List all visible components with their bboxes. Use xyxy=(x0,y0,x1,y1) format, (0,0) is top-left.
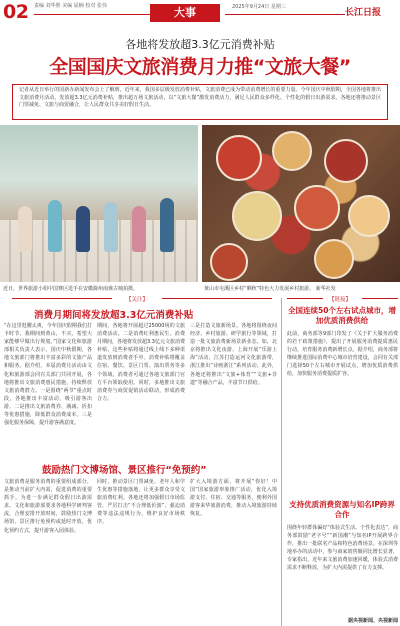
page-number: 02 xyxy=(3,1,29,23)
photo-caption-right: 黄山市屯溪区乡村“晒秋”特色大力发展乡村旅游。 新华社发 xyxy=(204,286,336,292)
lead-summary-box xyxy=(12,84,388,120)
sidebar-rule-left xyxy=(287,298,323,299)
bottom-column-2: 同时，推动景区门票减免、老年人和学生优惠等措施落地，让更多群众享受文旅消费红利。各地还将加强假日市场监管，严厉打击“不合理低价游”、强迫消费等违法违规行为，维护良好市场秩序。 xyxy=(97,479,185,526)
article-column-3: 三是打造文旅新场景。各地将围绕夜间经济、乡村旅游、研学旅行等领域，打造一批文旅消费新场景新业态。如，北京将推出文化夜游、上海开展“乐游上海”活动，江苏打造运河文化旅游带，浙江推出“诗画浙江”系列活动。此外，各地还将推出“文旅+体育”“文旅+非遗”等融合产品，丰富节日供给。 xyxy=(190,323,277,386)
newspaper-logo: 长江日报 xyxy=(345,8,382,18)
photo-basket xyxy=(294,185,340,231)
lead-summary: 记者从近日举行的国新办新闻发布会上了解到，近年来，我国多层级发放消费补贴，文旅消费已成为带动消费增长的重要力量。今年国庆中秋假期，全国各地将推出文旅消费月活动，发放超3.3亿元消费补贴，推出超万场文旅活动，以“文旅大餐”激发消费活力，满足人民群众多样化、个性化的假日出游需求。各地还将推动景区门票减免、文旅与商贸融合，让人民群众共享美好假日生活。 xyxy=(19,87,381,108)
article-column-1: “在这里逛腰太爽，今年国庆假期我们打卡时节，我期间到黄山，不买，希望大家能够早做出行规划。”国家文化和旅游部相关负责人表示，国庆中秋假期，各地文旅部门将推出丰富多彩的文旅产品和服务。据介绍，本届消费月活动由文化和旅游部会同有关部门共同开展，各地将推出文旅消费惠民措施，持续释放文旅消费潜力。一是围绕“两节”重点时段，各地推出丰富活动，吸引游客出游。二是推出文旅消费券、满减、折扣等优惠措施，降低群众消费成本。三是强化服务保障，提升游客满意度。 xyxy=(4,323,92,427)
sidebar-headline-1: 全国连续50个左右试点城市，增加优质消费供给 xyxy=(288,306,396,325)
article-rule-right xyxy=(162,298,272,299)
photo-caption-left: 近日，世界旅游小姐中国赛区选手在安徽滁州南谯古城拍摄。 xyxy=(3,286,139,292)
sidebar-text-1: 此前，商务部等9部门印发了《关于扩大服务消费的若干政策措施》，提出了开展服务消费提质惠民行动，培育服务消费新增长点。据介绍，商务部将继续推进国际消费中心城市培育建设，会同有关部门选择50个左右城市开展试点，增加优质消费供给，加快服务消费提质扩容。 xyxy=(287,331,398,378)
bottom-article-title: 鼓励热门文博场馆、景区推行“免预约” xyxy=(42,465,207,476)
photo-figure xyxy=(18,206,32,252)
photo-basket xyxy=(216,135,262,181)
photo-basket xyxy=(210,243,248,281)
sidebar-headline-2: 支持优质消费资源与知名IP跨界合作 xyxy=(289,500,395,519)
issue-date: 2025年9月24日 星期三 xyxy=(232,4,286,10)
photo-basket xyxy=(314,239,354,279)
editor-line: 责编 刘华胜 美编 屈楠 校对 张伟 xyxy=(34,3,107,9)
sidebar-text-2: 围绕年轻群体偏好“体验式生活、个性化表达”，商务部鼓励“老字号”“新国潮”与知名IP开展跨界合作，推出一批联名产品和特色消费场景。在深圳等地举办的活动中，参与商家销售额同比增长显著，专家指出，近年来文旅消费加速回暖，体验式消费需求不断释放，为扩大内需提供了有力支撑。 xyxy=(287,525,398,572)
article-title: 消费月期间将发放超3.3亿元消费补贴 xyxy=(34,310,194,321)
main-headline: 全国国庆文旅消费月力推“文旅大餐” xyxy=(49,56,351,78)
sidebar-rule-right xyxy=(362,298,398,299)
photo-basket xyxy=(232,191,282,241)
photo-figure xyxy=(76,206,90,252)
sidebar-source: 据央视新闻、央视新闻 xyxy=(347,618,398,624)
bottom-column-1: 文旅消费是服务消费的重要组成部分，是推动当前扩大内需、促进消费的重要抓手。为进一步满足群众假日出游需求，文化和旅游部要求各地科学研判客流，合理安排开放时间，鼓励热门文博场馆、景区推行免预约或延时开放，优化预约方式，提升游客入园体验。 xyxy=(4,479,92,534)
sidebar-divider xyxy=(281,298,282,626)
bottom-column-3: 扩大入境游方面，将开展“你好！中国”国家旅游形象推广活动，优化入境游支付、住宿、交通等服务，便利外国游客来华旅游消费，推动入境旅游持续恢复。 xyxy=(190,479,277,518)
article-tag: 【关注】 xyxy=(126,297,149,303)
article-column-2: 期间，各地将开展超过25000场的文旅消费活动。二是消费红利惠民生。消费月期间，各地将发放超3.3亿元文旅消费补贴，这些补贴将通过线上线下多种渠道发放到消费者手中。消费补贴将覆盖住宿、餐饮、景区门票、演出票务等多个领域，消费者可通过各地文旅部门官方平台领取使用。同时，多地推出文旅消费券与商贸促销活动联动，形成消费合力。 xyxy=(97,323,185,402)
photo-drying-crops xyxy=(202,125,400,282)
article-rule-left xyxy=(12,298,112,299)
photo-figure xyxy=(104,202,118,252)
photo-figure xyxy=(48,200,62,252)
sidebar-tag: 【链接】 xyxy=(329,297,352,303)
deck-headline: 各地将发放超3.3亿元消费补贴 xyxy=(125,38,275,51)
masthead xyxy=(0,0,400,24)
section-banner: 大事 xyxy=(150,4,220,22)
header-rule-right xyxy=(225,14,345,15)
photo-basket xyxy=(348,195,390,237)
photo-figure xyxy=(160,198,174,252)
photo-basket xyxy=(324,139,368,183)
photo-hanfu-models xyxy=(0,125,198,282)
photo-figure xyxy=(132,206,146,252)
photo-basket xyxy=(272,131,312,171)
header-rule-left xyxy=(34,14,152,15)
